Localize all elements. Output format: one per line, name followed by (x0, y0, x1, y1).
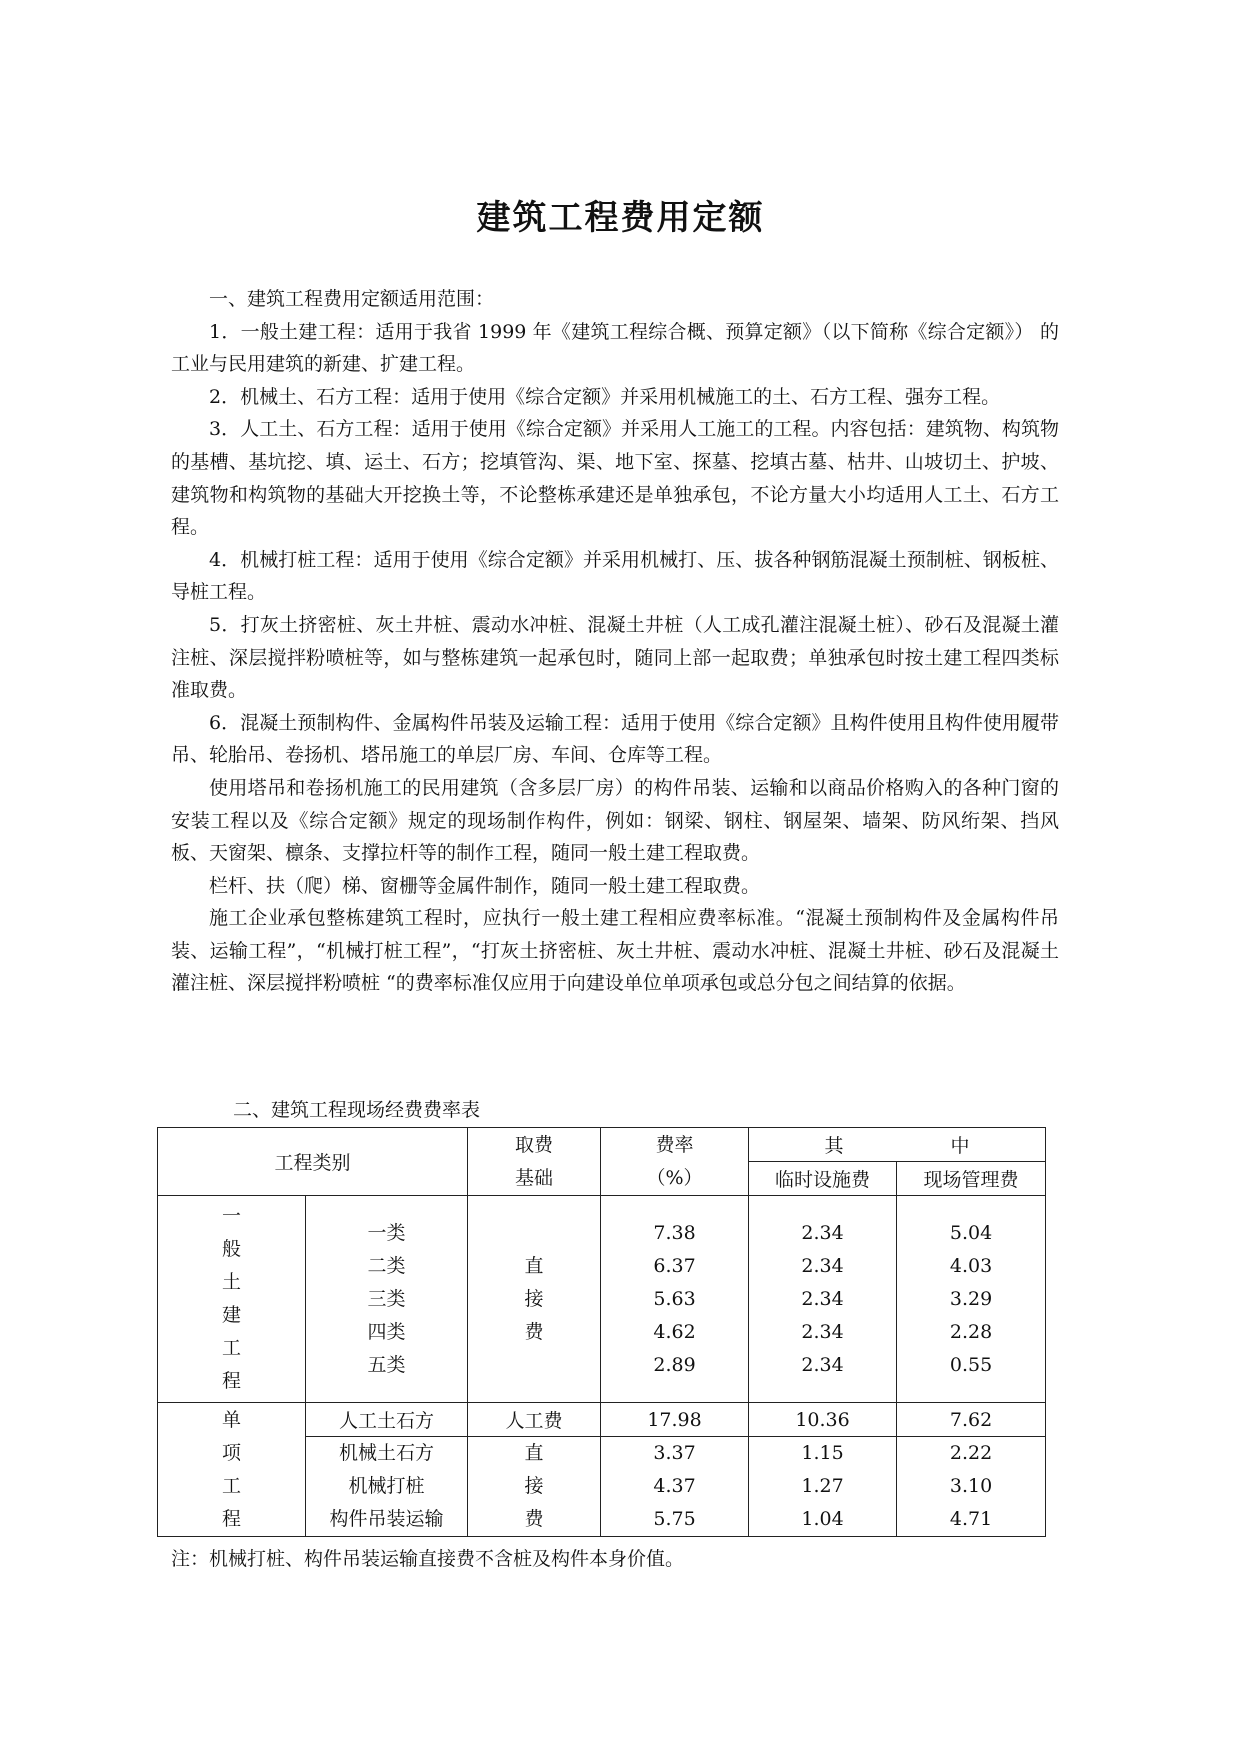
group-general-rates (601, 1196, 749, 1403)
item-name: 机械打桩 (348, 1475, 425, 1497)
header-base-line1: 取费 (515, 1133, 554, 1156)
base-char: 费 (524, 1320, 544, 1343)
paragraph: 3．人工土、石方工程：适用于使用《综合定额》并采用人工施工的工程。内容包括：建筑物、构筑物的基槽、基坑挖、填、运土、石方；挖填管沟、渠、地下室、探墓、挖填古墓、枯井、山坡切土、护坡、建筑物和构筑物的基础大开挖换土等，不论整栋承建还是单独承包，不论方量大小均适用人工土、石方工程。 (171, 418, 1059, 539)
temp-value: 2.34 (801, 1287, 844, 1310)
mgmt-value: 2.22 (949, 1442, 993, 1464)
paragraph: 5．打灰土挤密桩、灰土井桩、震动水冲桩、混凝土井桩（人工成孔灌注混凝土桩）、砂石及混凝土灌注桩、深层搅拌粉喷桩等，如与整栋建筑一起承包时，随同上部一起取费；单独承包时按土建工程四类标准取费。 (171, 613, 1059, 702)
mgmt-value: 4.03 (949, 1254, 993, 1277)
header-among-right: 中 (950, 1135, 970, 1157)
group-general-label (158, 1196, 306, 1403)
temp-value: 1.04 (801, 1508, 844, 1530)
rate-value: 4.62 (653, 1320, 696, 1343)
header-among-left: 其 (824, 1135, 844, 1157)
temp-value: 2.34 (801, 1221, 844, 1244)
rate-value: 5.63 (653, 1287, 696, 1310)
class-name: 五类 (367, 1353, 406, 1376)
group-label-char: 建 (221, 1304, 241, 1326)
mgmt-value: 5.04 (949, 1221, 993, 1244)
mgmt-value: 4.71 (949, 1508, 993, 1530)
header-temp-facility: 临时设施费 (749, 1162, 897, 1196)
base-char: 接 (524, 1287, 544, 1310)
temp-value: 1.27 (801, 1475, 844, 1497)
fee-rate-table (157, 1127, 1046, 1537)
group-label-char: 程 (221, 1370, 241, 1392)
group-label-char: 土 (221, 1271, 241, 1293)
item-name: 构件吊装运输 (329, 1508, 444, 1530)
mgmt-value: 0.55 (949, 1353, 993, 1376)
paragraph: 施工企业承包整栋建筑工程时，应执行一般土建工程相应费率标准。“混凝土预制构件及金属构件吊装、运输工程”，“机械打桩工程”，“打灰土挤密桩、灰土井桩、震动水冲桩、混凝土井桩、砂石及混凝土灌注桩、深层搅拌粉喷桩 “的费率标准仅应用于向建设单位单项承包或总分包之间结算的依据。 (171, 907, 1059, 995)
item-base: 人工费 (468, 1403, 601, 1437)
class-name: 三类 (367, 1287, 406, 1310)
mgmt-value: 2.28 (949, 1320, 993, 1343)
group-label-char: 一 (221, 1205, 241, 1227)
page-title: 建筑工程费用定额 (476, 198, 765, 238)
temp-value: 2.34 (801, 1254, 844, 1277)
group-label-char: 般 (221, 1238, 241, 1260)
paragraph: 2．机械土、石方工程：适用于使用《综合定额》并采用机械施工的土、石方工程、强夯工程。 (209, 385, 1001, 408)
mgmt-value: 7.62 (897, 1403, 1046, 1437)
header-base-line2: 基础 (515, 1166, 554, 1189)
group-single-rates (601, 1437, 749, 1537)
paragraph: 栏杆、扶（爬）梯、窗栅等金属件制作，随同一般土建工程取费。 (209, 874, 761, 897)
mgmt-value: 3.10 (949, 1475, 993, 1497)
base-char: 费 (524, 1508, 544, 1530)
group-general-base (468, 1196, 601, 1403)
class-name: 一类 (367, 1221, 406, 1244)
rate-value: 7.38 (653, 1221, 696, 1244)
header-base (468, 1128, 601, 1196)
group-label-char: 单 (221, 1408, 241, 1431)
group-general-names (306, 1196, 468, 1403)
body-text (171, 283, 1059, 1000)
item-name: 机械土石方 (339, 1442, 435, 1464)
group-single-names (306, 1437, 468, 1537)
temp-value: 2.34 (801, 1320, 844, 1343)
header-rate-line2: （%） (646, 1166, 703, 1189)
rate-value: 17.98 (601, 1403, 749, 1437)
class-name: 二类 (367, 1254, 406, 1277)
paragraph: 6．混凝土预制构件、金属构件吊装及运输工程：适用于使用《综合定额》且构件使用且构件使用履带吊、轮胎吊、卷扬机、塔吊施工的单层厂房、车间、仓库等工程。 (171, 711, 1059, 767)
group-label-char: 工 (221, 1474, 241, 1497)
temp-value: 2.34 (801, 1353, 844, 1376)
header-site-management: 现场管理费 (897, 1162, 1046, 1196)
rate-value: 6.37 (653, 1254, 696, 1277)
group-single-base (468, 1437, 601, 1537)
paragraph: 4．机械打桩工程：适用于使用《综合定额》并采用机械打、压、拔各种钢筋混凝土预制桩、钢板桩、导桩工程。 (171, 548, 1059, 604)
group-general-mgmt (897, 1196, 1046, 1403)
group-single-mgmt (897, 1437, 1046, 1537)
temp-value: 1.15 (801, 1442, 844, 1464)
paragraph: 1．一般土建工程：适用于我省 1999 年《建筑工程综合概、预算定额》（以下简称《综合定额》） 的工业与民用建筑的新建、扩建工程。 (171, 320, 1059, 376)
group-label-char: 工 (221, 1337, 241, 1359)
rate-value: 5.75 (653, 1508, 696, 1530)
base-char: 接 (524, 1475, 544, 1497)
header-among (749, 1128, 1046, 1162)
base-char: 直 (524, 1254, 544, 1277)
paragraph: 使用塔吊和卷扬机施工的民用建筑（含多层厂房）的构件吊装、运输和以商品价格购入的各种门窗的安装工程以及《综合定额》规定的现场制作构件，例如：钢梁、钢柱、钢屋架、墙架、防风绗架、挡风板、天窗架、檩条、支撑拉杆等的制作工程，随同一般土建工程取费。 (171, 776, 1059, 865)
group-label-char: 项 (221, 1441, 241, 1464)
item-name: 人工土石方 (306, 1403, 468, 1437)
rate-value: 3.37 (653, 1442, 696, 1464)
rate-value: 4.37 (653, 1475, 696, 1497)
class-name: 四类 (367, 1320, 406, 1343)
group-general-temp (749, 1196, 897, 1403)
group-single-temp (749, 1437, 897, 1537)
mgmt-value: 3.29 (949, 1287, 993, 1310)
section-heading: 一、建筑工程费用定额适用范围： (209, 288, 495, 310)
table-note: 注：机械打桩、构件吊装运输直接费不含桩及构件本身价值。 (171, 1548, 685, 1570)
group-label-char: 程 (221, 1507, 241, 1530)
temp-value: 10.36 (749, 1403, 897, 1437)
base-char: 直 (524, 1442, 544, 1464)
table-caption: 二、建筑工程现场经费费率表 (233, 1099, 481, 1121)
group-single-label (158, 1403, 306, 1537)
header-rate (601, 1128, 749, 1196)
rate-value: 2.89 (653, 1353, 696, 1376)
header-category: 工程类别 (158, 1128, 468, 1196)
header-rate-line1: 费率 (655, 1133, 694, 1156)
